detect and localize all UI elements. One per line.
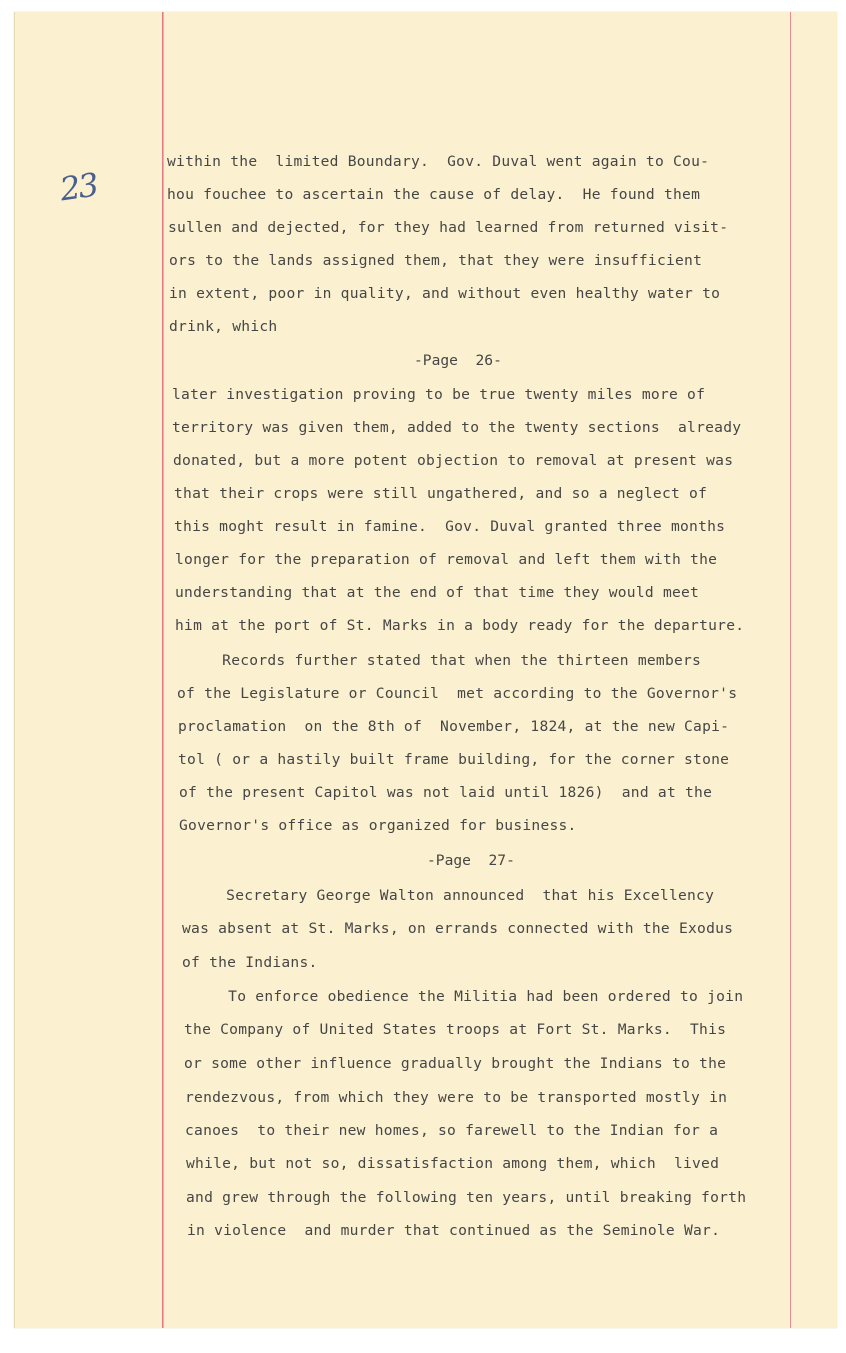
text-line: this moght result in famine. Gov. Duval granted three months — [174, 518, 726, 535]
text-line: within the limited Boundary. Gov. Duval went again to Cou- — [167, 153, 710, 170]
text-line: of the present Capitol was not laid until 1826) and at the — [179, 784, 713, 801]
text-line: donated, but a more potent objection to removal at present was — [173, 452, 734, 469]
text-line: Records further stated that when the thirteen members — [177, 652, 702, 669]
text-line: ors to the lands assigned them, that they were insufficient — [169, 252, 703, 269]
text-line: in extent, poor in quality, and without even healthy water to — [169, 285, 721, 302]
right-margin-rule — [790, 12, 791, 1328]
page-marker: -Page 27- — [427, 852, 515, 869]
handwritten-page-number: 23 — [57, 165, 100, 209]
text-line: rendezvous, from which they were to be transported mostly in — [185, 1089, 728, 1106]
text-line: proclamation on the 8th of November, 1824, at the new Capi- — [178, 718, 730, 735]
text-line: territory was given them, added to the twenty sections already — [172, 419, 742, 436]
text-line: the Company of United States troops at Fort St. Marks. This — [184, 1021, 727, 1038]
text-line: while, but not so, dissatisfaction among them, which lived — [186, 1155, 720, 1172]
text-line: sullen and dejected, for they had learned from returned visit- — [168, 219, 729, 236]
text-line: later investigation proving to be true twenty miles more of — [172, 386, 706, 403]
text-line: canoes to their new homes, so farewell to the Indian for a — [185, 1122, 719, 1139]
text-line: longer for the preparation of removal and left them with the — [175, 551, 718, 568]
text-line: and grew through the following ten years, until breaking forth — [186, 1189, 747, 1206]
text-line: of the Indians. — [182, 954, 318, 971]
left-margin-rule — [162, 12, 164, 1328]
text-line: was absent at St. Marks, on errands connected with the Exodus — [182, 920, 734, 937]
text-line: hou fouchee to ascertain the cause of delay. He found them — [167, 186, 701, 203]
text-line: To enforce obedience the Militia had been ordered to join — [183, 988, 744, 1005]
text-line: understanding that at the end of that time they would meet — [175, 584, 700, 601]
text-line: him at the port of St. Marks in a body ready for the departure. — [175, 617, 745, 634]
page-marker: -Page 26- — [414, 352, 502, 369]
text-line: or some other influence gradually brought the Indians to the — [184, 1055, 727, 1072]
text-line: in violence and murder that continued as the Seminole War. — [187, 1222, 721, 1239]
text-line: Secretary George Walton announced that his Excellency — [181, 887, 715, 904]
text-line: drink, which — [169, 318, 278, 335]
text-line: of the Legislature or Council met according to the Governor's — [177, 685, 738, 702]
text-line: that their crops were still ungathered, and so a neglect of — [174, 485, 708, 502]
text-line: tol ( or a hastily built frame building, for the corner stone — [178, 751, 730, 768]
text-line: Governor's office as organized for business. — [179, 817, 577, 834]
